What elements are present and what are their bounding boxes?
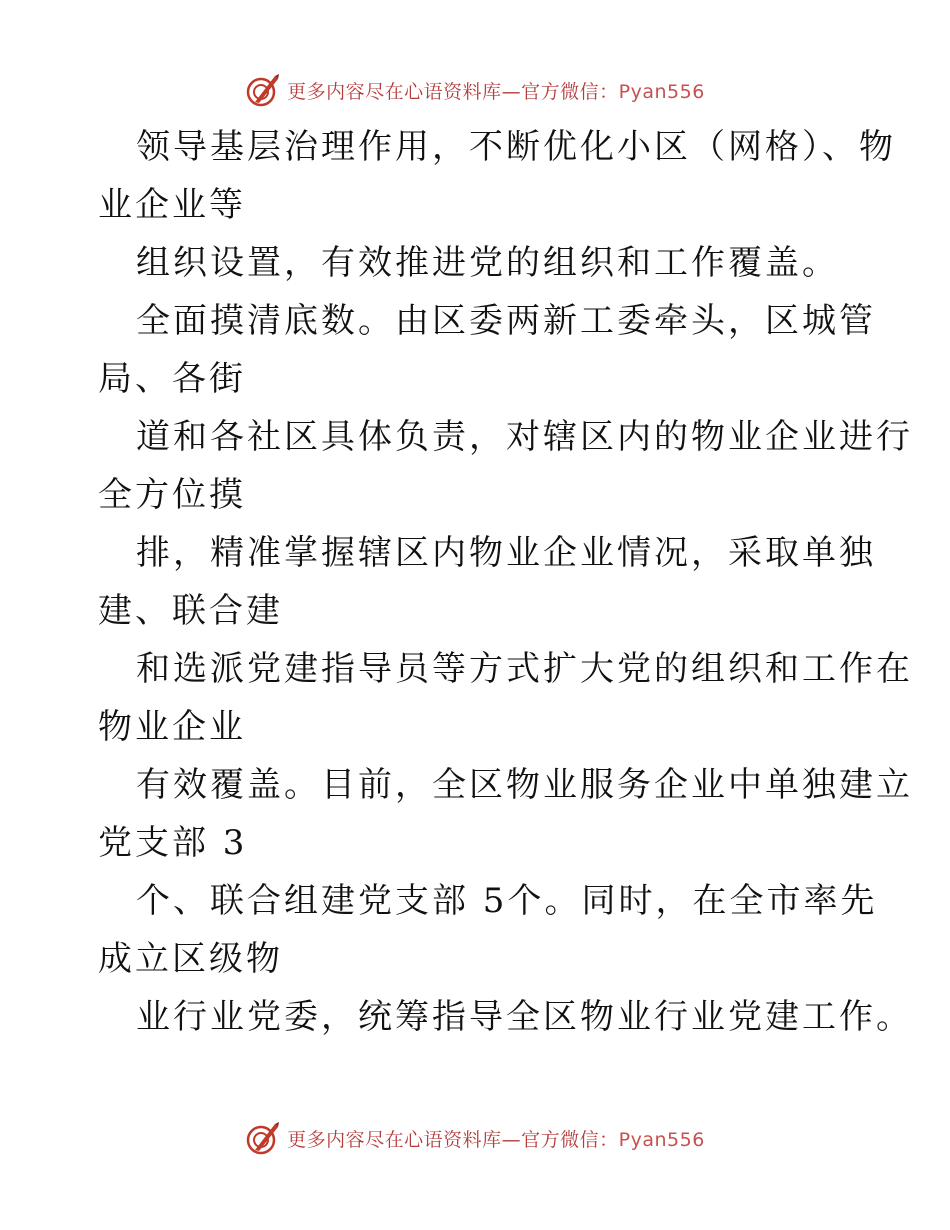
header-banner-text: 更多内容尽在心语资料库—官方微信：Pyan556 bbox=[287, 80, 705, 103]
body-line: 物业企业 bbox=[98, 707, 246, 747]
body-line: 党支部 3 bbox=[98, 823, 248, 863]
body-line: 业企业等 bbox=[98, 185, 246, 225]
body-line: 局、各街 bbox=[98, 359, 246, 399]
quill-pen-logo-icon bbox=[245, 72, 281, 108]
body-line: 个、联合组建党支部 5个。同时，在全市率先 bbox=[136, 881, 878, 921]
quill-pen-logo-icon bbox=[245, 1120, 281, 1156]
header-banner-handle: Pyan556 bbox=[618, 80, 705, 103]
header-banner bbox=[0, 70, 950, 110]
footer-banner-handle: Pyan556 bbox=[618, 1128, 705, 1151]
footer-banner bbox=[0, 1118, 950, 1158]
body-line: 业行业党委，统筹指导全区物业行业党建工作。 bbox=[136, 997, 913, 1037]
body-line: 组织设置，有效推进党的组织和工作覆盖。 bbox=[136, 243, 839, 283]
body-line: 领导基层治理作用，不断优化小区（网格）、物 bbox=[136, 127, 896, 167]
body-line: 道和各社区具体负责，对辖区内的物业企业进行 bbox=[136, 417, 913, 457]
body-line: 成立区级物 bbox=[98, 939, 283, 979]
footer-banner-text: 更多内容尽在心语资料库—官方微信：Pyan556 bbox=[287, 1128, 705, 1151]
body-line: 排，精准掌握辖区内物业企业情况，采取单独 bbox=[136, 533, 876, 573]
body-line: 全方位摸 bbox=[98, 475, 246, 515]
body-line: 建、联合建 bbox=[98, 591, 283, 631]
body-line: 和选派党建指导员等方式扩大党的组织和工作在 bbox=[136, 649, 913, 689]
body-line: 全面摸清底数。由区委两新工委牵头，区城管 bbox=[136, 301, 876, 341]
body-line: 有效覆盖。目前，全区物业服务企业中单独建立 bbox=[136, 765, 913, 805]
document-body bbox=[98, 118, 913, 1046]
